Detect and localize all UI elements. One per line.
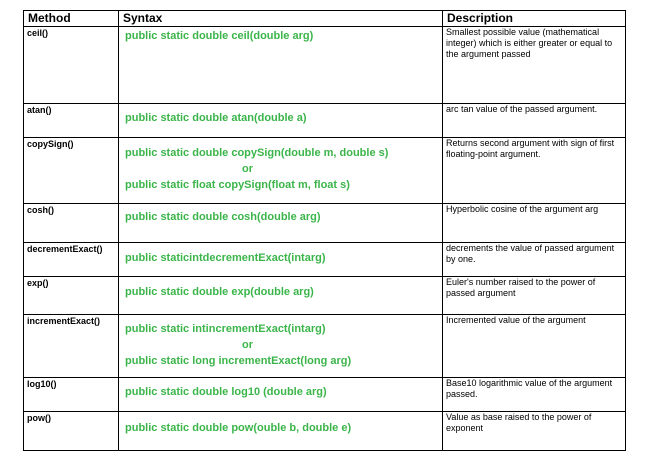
syntax-or: or — [242, 163, 253, 175]
header-row — [24, 11, 626, 27]
syntax-line: public static double atan(double a) — [125, 112, 307, 124]
description: Value as base raised to the power of exponent — [443, 412, 626, 451]
description: Returns second argument with sign of first floating-point argument. — [443, 138, 626, 204]
method-name: cosh() — [24, 204, 119, 243]
method-name: atan() — [24, 104, 119, 138]
description: Hyperbolic cosine of the argument arg — [443, 204, 626, 243]
syntax-line: public static double cosh(double arg) — [125, 211, 321, 223]
syntax-line: public static double exp(double arg) — [125, 286, 314, 298]
syntax-cell — [119, 315, 443, 378]
syntax-cell — [119, 378, 443, 412]
method-name: log10() — [24, 378, 119, 412]
method-name: incrementExact() — [24, 315, 119, 378]
method-name: exp() — [24, 277, 119, 315]
method-name: decrementExact() — [24, 243, 119, 277]
syntax-cell — [119, 27, 443, 104]
description: arc tan value of the passed argument. — [443, 104, 626, 138]
syntax-cell — [119, 243, 443, 277]
table-row — [24, 104, 626, 138]
syntax-line: public static double ceil(double arg) — [125, 30, 314, 42]
table-row — [24, 412, 626, 451]
description: decrements the value of passed argument by one. — [443, 243, 626, 277]
syntax-line: public static double copySign(double m, double s) — [125, 147, 389, 159]
header-method: Method — [24, 11, 119, 27]
syntax-cell — [119, 204, 443, 243]
method-name: pow() — [24, 412, 119, 451]
table-row — [24, 27, 626, 104]
method-name: ceil() — [24, 27, 119, 104]
syntax-line: public staticintdecrementExact(intarg) — [125, 252, 326, 264]
method-name: copySign() — [24, 138, 119, 204]
syntax-cell — [119, 104, 443, 138]
syntax-cell — [119, 138, 443, 204]
syntax-line: public static intincrementExact(intarg) — [125, 323, 326, 335]
table-row — [24, 315, 626, 378]
description: Smallest possible value (mathematical integer) which is either greater or equal to the argument passed — [443, 27, 626, 104]
table-row — [24, 138, 626, 204]
syntax-or: or — [242, 339, 253, 351]
syntax-cell — [119, 277, 443, 315]
syntax-cell — [119, 412, 443, 451]
syntax-line: public static long incrementExact(long arg) — [125, 355, 352, 367]
description: Euler's number raised to the power of passed argument — [443, 277, 626, 315]
description: Base10 logarithmic value of the argument passed. — [443, 378, 626, 412]
description: Incremented value of the argument — [443, 315, 626, 378]
table-row — [24, 378, 626, 412]
table-row — [24, 243, 626, 277]
table-row — [24, 277, 626, 315]
header-syntax: Syntax — [119, 11, 443, 27]
syntax-line: public static float copySign(float m, float s) — [125, 179, 350, 191]
table-row — [24, 204, 626, 243]
syntax-line: public static double log10 (double arg) — [125, 386, 327, 398]
header-description: Description — [443, 11, 626, 27]
methods-table — [23, 10, 626, 451]
syntax-line: public static double pow(ouble b, double e) — [125, 422, 352, 434]
